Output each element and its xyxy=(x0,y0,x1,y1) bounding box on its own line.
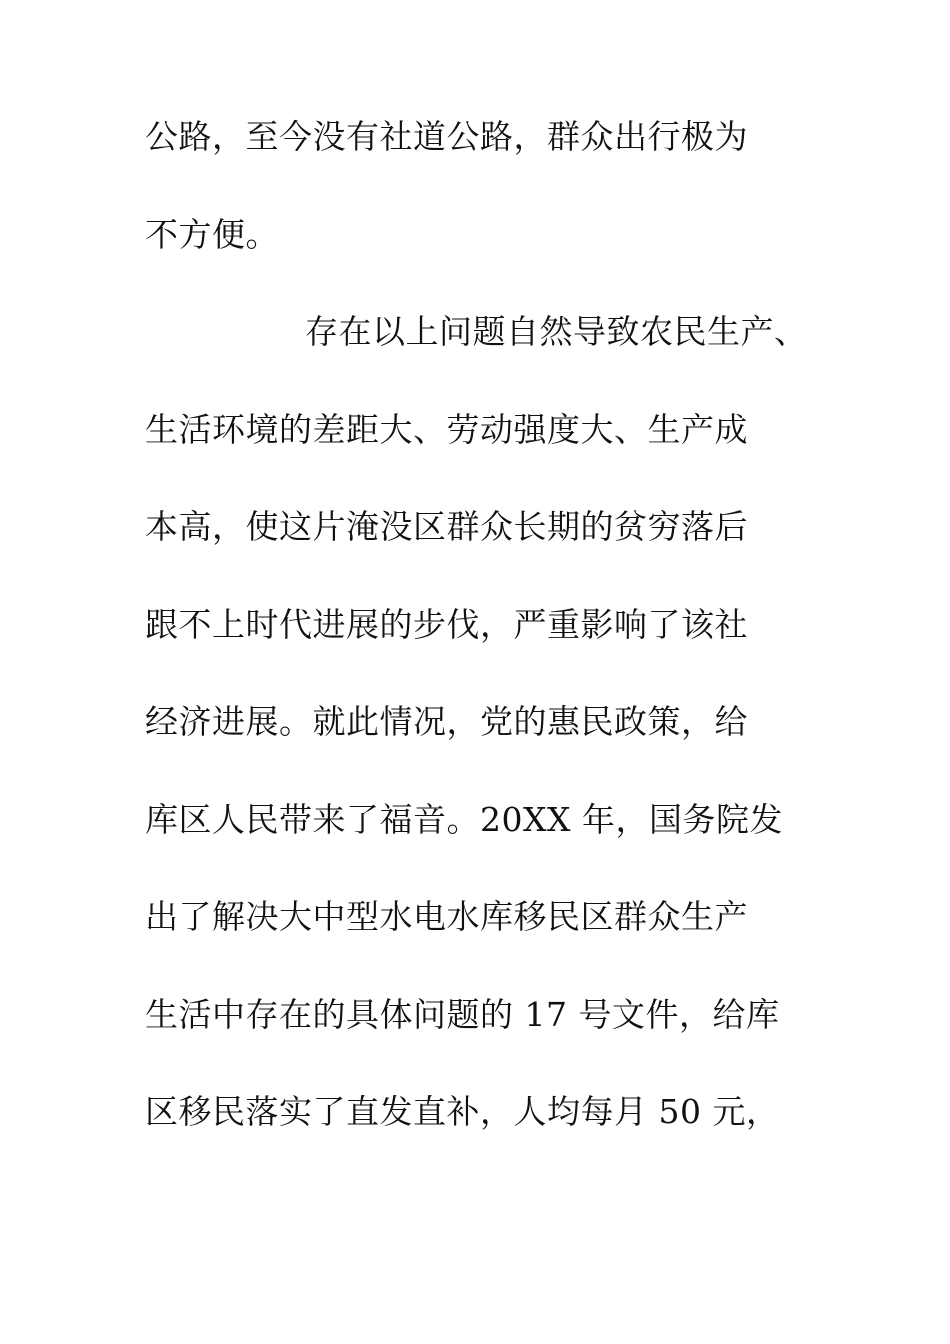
text-line: 生活中存在的具体问题的 17 号文件，给库 xyxy=(145,994,780,1034)
text-line: 区移民落实了直发直补，人均每月 50 元， xyxy=(145,1092,780,1131)
text-line: 生活环境的差距大、劳动强度大、生产成 xyxy=(145,409,748,449)
text-line: 本高，使这片淹没区群众长期的贫穷落后 xyxy=(145,507,748,546)
body-text xyxy=(145,117,825,1193)
text-line: 公路，至今没有社道公路，群众出行极为 xyxy=(145,117,748,156)
text-line: 出了解决大中型水电水库移民区群众生产 xyxy=(145,897,748,936)
text-line: 库区人民带来了福音。20XX 年，国务院发 xyxy=(145,799,783,839)
text-line: 经济进展。就此情况，党的惠民政策，给 xyxy=(145,702,748,741)
paragraph-start-line: 存在以上问题自然导致农民生产、 xyxy=(305,312,808,351)
text-line: 跟不上时代进展的步伐，严重影响了该社 xyxy=(145,604,748,644)
text-line: 不方便。 xyxy=(145,214,279,254)
